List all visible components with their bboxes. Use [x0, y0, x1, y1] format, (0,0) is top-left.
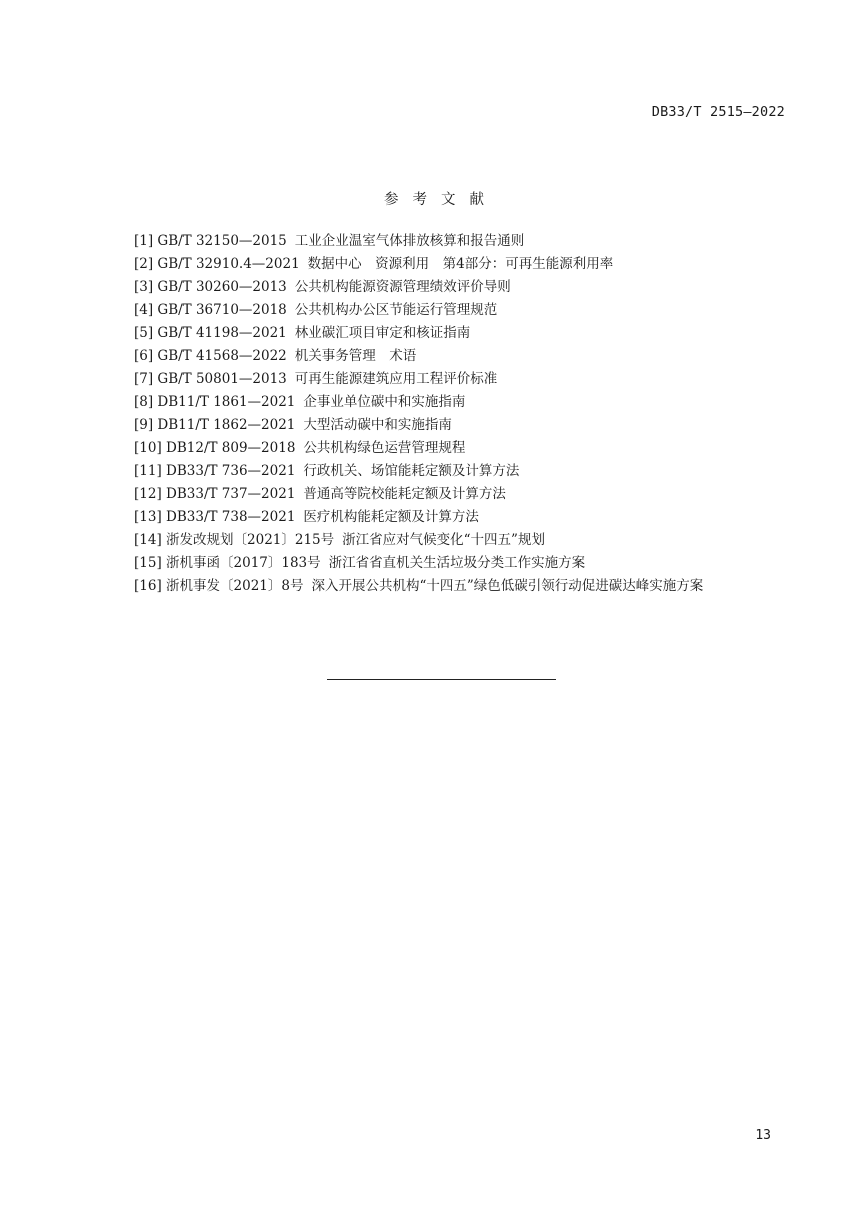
reference-title: 数据中心 资源利用 第4部分：可再生能源利用率 — [307, 256, 614, 272]
reference-number: [5] — [134, 325, 154, 341]
reference-code: GB/T 32910.4—2021 — [157, 256, 300, 272]
reference-title: 公共机构绿色运营管理规程 — [303, 440, 466, 456]
reference-code: DB11/T 1861—2021 — [157, 394, 296, 410]
reference-title: 工业企业温室气体排放核算和报告通则 — [294, 233, 525, 249]
reference-number: [2] — [134, 256, 154, 272]
reference-number: [4] — [134, 302, 154, 318]
reference-number: [1] — [134, 233, 154, 249]
reference-code: 浙发改规划〔2021〕215号 — [166, 532, 335, 548]
reference-code: GB/T 41568—2022 — [157, 348, 287, 364]
reference-code: GB/T 41198—2021 — [157, 325, 287, 341]
reference-number: [8] — [134, 394, 154, 410]
reference-item — [134, 483, 786, 506]
reference-item — [134, 230, 786, 253]
reference-item — [134, 506, 786, 529]
reference-title: 浙江省应对气候变化“十四五”规划 — [342, 532, 545, 548]
reference-number: [3] — [134, 279, 154, 295]
reference-title: 林业碳汇项目审定和核证指南 — [294, 325, 471, 341]
reference-number: [14] — [134, 532, 162, 548]
reference-code: 浙机事发〔2021〕8号 — [166, 578, 304, 594]
reference-code: GB/T 32150—2015 — [157, 233, 287, 249]
reference-item — [134, 437, 786, 460]
page-number: 13 — [755, 1128, 771, 1143]
reference-item — [134, 460, 786, 483]
reference-number: [15] — [134, 555, 162, 571]
reference-code: DB33/T 737—2021 — [166, 486, 296, 502]
reference-number: [7] — [134, 371, 154, 387]
reference-title: 浙江省省直机关生活垃圾分类工作实施方案 — [328, 555, 586, 571]
reference-item — [134, 299, 786, 322]
reference-number: [13] — [134, 509, 162, 525]
reference-item — [134, 368, 786, 391]
reference-title: 普通高等院校能耗定额及计算方法 — [303, 486, 506, 502]
reference-title: 行政机关、场馆能耗定额及计算方法 — [303, 463, 520, 479]
reference-code: GB/T 36710—2018 — [157, 302, 287, 318]
reference-title: 机关事务管理 术语 — [294, 348, 417, 364]
reference-list — [134, 230, 786, 598]
document-code: DB33/T 2515—2022 — [651, 104, 785, 120]
reference-number: [10] — [134, 440, 162, 456]
reference-item — [134, 575, 786, 598]
section-title: 参考文献 — [384, 192, 498, 208]
reference-code: GB/T 30260—2013 — [157, 279, 287, 295]
reference-title: 大型活动碳中和实施指南 — [303, 417, 452, 433]
reference-item — [134, 253, 786, 276]
reference-code: DB33/T 738—2021 — [166, 509, 296, 525]
reference-item — [134, 414, 786, 437]
reference-code: DB12/T 809—2018 — [166, 440, 296, 456]
reference-number: [11] — [134, 463, 162, 479]
reference-number: [12] — [134, 486, 162, 502]
reference-code: GB/T 50801—2013 — [157, 371, 287, 387]
reference-number: [9] — [134, 417, 154, 433]
reference-title: 可再生能源建筑应用工程评价标准 — [294, 371, 498, 387]
reference-number: [6] — [134, 348, 154, 364]
reference-title: 医疗机构能耗定额及计算方法 — [303, 509, 479, 525]
reference-code: DB33/T 736—2021 — [166, 463, 296, 479]
reference-title: 深入开展公共机构“十四五”绿色低碳引领行动促进碳达峰实施方案 — [311, 578, 704, 594]
reference-title: 公共机构能源资源管理绩效评价导则 — [294, 279, 511, 295]
reference-item — [134, 529, 786, 552]
reference-title: 企事业单位碳中和实施指南 — [303, 394, 466, 410]
reference-code: 浙机事函〔2017〕183号 — [166, 555, 321, 571]
reference-title: 公共机构办公区节能运行管理规范 — [294, 302, 498, 318]
end-rule-divider — [327, 679, 556, 680]
reference-item — [134, 552, 786, 575]
reference-item — [134, 276, 786, 299]
reference-item — [134, 345, 786, 368]
reference-item — [134, 391, 786, 414]
reference-item — [134, 322, 786, 345]
reference-code: DB11/T 1862—2021 — [157, 417, 296, 433]
reference-number: [16] — [134, 578, 162, 594]
